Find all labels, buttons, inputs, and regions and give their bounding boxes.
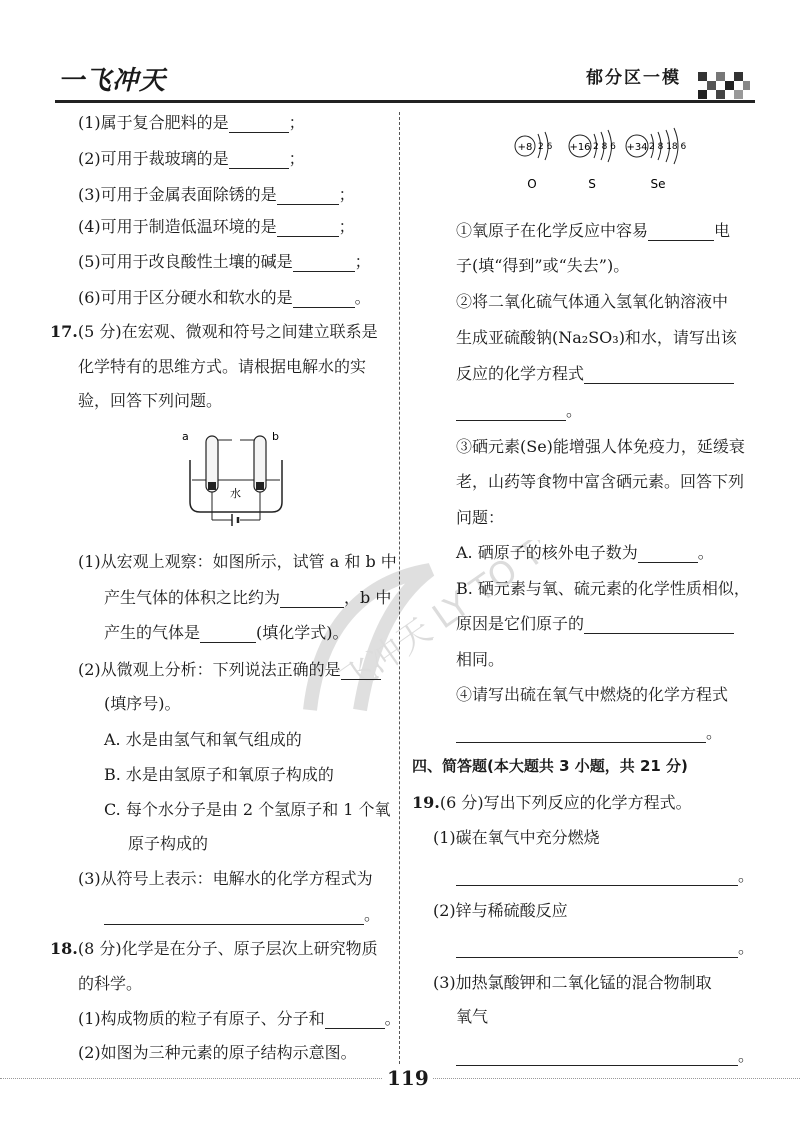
q16-item-1: (1)属于复合肥料的是 ；: [78, 113, 305, 132]
sub3-b-line2: 原因是它们原子的: [456, 611, 734, 634]
q17-option-a: A. 水是由氢气和氧气组成的: [104, 730, 302, 749]
answer-blank[interactable]: [280, 591, 344, 608]
tube-a-label: a: [182, 430, 189, 443]
q18-intro-1: 18.(8 分)化学是在分子、原子层次上研究物质: [50, 939, 378, 958]
brand-logo: 一飞冲天: [58, 66, 167, 96]
answer-blank[interactable]: [341, 663, 381, 680]
atom-oxygen: [515, 132, 553, 191]
sub3-line2: 老，山药等食物中富含硒元素。回答下列: [456, 472, 745, 491]
section-four-heading: 四、简答题(本大题共 3 小题，共 21 分): [412, 757, 688, 775]
q17-p3-answer: 。: [104, 902, 380, 925]
svg-text:O: O: [527, 177, 537, 191]
answer-blank[interactable]: [456, 941, 738, 958]
q19-p3-answer: 。: [456, 1043, 754, 1066]
svg-text:+8: +8: [517, 142, 533, 153]
sub2-line1: ②将二氧化硫气体通入氢氧化钠溶液中: [456, 292, 729, 311]
sub4-line1: ④请写出硫在氧气中燃烧的化学方程式: [456, 685, 729, 704]
answer-blank[interactable]: [456, 869, 738, 886]
q17-option-c-line2: 原子构成的: [128, 834, 209, 853]
q19-p1: (1)碳在氧气中充分燃烧: [433, 828, 600, 847]
answer-blank[interactable]: [584, 617, 734, 634]
page-number: 119: [383, 1066, 433, 1090]
answer-blank[interactable]: [229, 152, 289, 169]
answer-blank[interactable]: [293, 255, 355, 272]
q16-item-2: (2)可用于裁玻璃的是 ；: [78, 149, 305, 168]
q16-item-3: (3)可用于金属表面除锈的是 ；: [78, 185, 355, 204]
q16-item-5: (5)可用于改良酸性土壤的碱是 ；: [78, 252, 371, 271]
atom-structure-diagrams: [508, 122, 698, 198]
q19-p1-answer: 。: [456, 863, 754, 886]
sub3-b-line3: 相同。: [456, 650, 505, 669]
svg-text:S: S: [588, 177, 596, 191]
question-number: 18.: [50, 939, 78, 958]
sub2-line2: 生成亚硫酸钠(Na₂SO₃)和水，请写出该: [456, 328, 737, 347]
electrolysis-diagram: [180, 426, 290, 526]
q17-p2-line1: (2)从微观上分析：下列说法正确的是: [78, 657, 381, 680]
q17-p2-line2: (填序号)。: [104, 694, 181, 713]
q19-p2: (2)锌与稀硫酸反应: [433, 901, 568, 920]
svg-text:2 6: 2 6: [538, 142, 553, 152]
q18-p2: (2)如图为三种元素的原子结构示意图。: [78, 1043, 357, 1062]
answer-blank[interactable]: [229, 116, 289, 133]
sub3-b-line1: B. 硒元素与氧、硫元素的化学性质相似，: [456, 579, 750, 598]
q19-p3-line2: 氧气: [456, 1007, 489, 1026]
sub3-a: A. 硒原子的核外电子数为 。: [456, 543, 714, 562]
tube-b-label: b: [272, 430, 279, 443]
svg-text:2 8 18 6: 2 8 18 6: [649, 142, 687, 152]
q19-intro: 19.(6 分)写出下列反应的化学方程式。: [412, 793, 692, 812]
question-number: 19.: [412, 793, 440, 812]
svg-text:2 8 6: 2 8 6: [593, 142, 616, 152]
answer-blank[interactable]: [200, 626, 256, 643]
water-label: 水: [230, 487, 241, 500]
sub1-line1: ①氧原子在化学反应中容易 电: [456, 221, 731, 240]
answer-blank[interactable]: [584, 367, 734, 384]
sub3-line3: 问题：: [456, 508, 505, 527]
q17-option-c-line1: C. 每个水分子是由 2 个氢原子和 1 个氧: [104, 800, 391, 819]
sub3-line1: ③硒元素(Se)能增强人体免疫力，延缓衰: [456, 437, 745, 456]
watermark-text: 飞冲天 LY TO THE: [333, 540, 540, 702]
answer-blank[interactable]: [293, 291, 355, 308]
q16-item-6: (6)可用于区分硬水和软水的是 。: [78, 288, 371, 307]
svg-text:+16: +16: [569, 142, 591, 153]
answer-blank[interactable]: [638, 546, 698, 563]
svg-text:Se: Se: [650, 177, 666, 191]
answer-blank[interactable]: [325, 1012, 385, 1029]
atom-sulfur: [569, 130, 616, 191]
sub4-answer: 。: [456, 720, 722, 743]
q17-intro-1: 17.(5 分)在宏观、微观和符号之间建立联系是: [50, 322, 378, 341]
svg-text:+34: +34: [626, 142, 648, 153]
q18-p1: (1)构成物质的粒子有原子、分子和 。: [78, 1009, 401, 1028]
q17-intro-2: 化学特有的思维方式。请根据电解水的实: [78, 357, 367, 376]
section-label: 郁分区一模: [586, 68, 681, 88]
q17-p1-line1: (1)从宏观上观察：如图所示，试管 a 和 b 中: [78, 552, 397, 571]
checker-pattern-icon: [698, 72, 750, 100]
q17-p3: (3)从符号上表示：电解水的化学方程式为: [78, 869, 373, 888]
q17-intro-3: 验，回答下列问题。: [78, 391, 223, 410]
q19-p2-answer: 。: [456, 935, 754, 958]
answer-blank[interactable]: [456, 1049, 738, 1066]
header-rule: [55, 100, 755, 103]
answer-blank[interactable]: [648, 224, 714, 241]
atom-selenium: [626, 128, 686, 191]
answer-blank[interactable]: [456, 404, 566, 421]
question-number: 17.: [50, 322, 78, 341]
answer-blank[interactable]: [277, 220, 339, 237]
column-divider: [399, 112, 400, 1074]
q18-intro-2: 的科学。: [78, 974, 143, 993]
q17-p1-line3: 产生的气体是 (填化学式)。: [104, 623, 349, 642]
q17-p1-line2: 产生气体的体积之比约为 ，b 中: [104, 588, 392, 607]
answer-blank[interactable]: [456, 726, 706, 743]
sub1-line2: 子(填“得到”或“失去”)。: [456, 256, 630, 275]
sub2-line3: 反应的化学方程式: [456, 361, 734, 384]
q17-option-b: B. 水是由氢原子和氧原子构成的: [104, 765, 334, 784]
answer-blank[interactable]: [277, 188, 339, 205]
sub2-line4: 。: [456, 398, 582, 421]
q16-item-4: (4)可用于制造低温环境的是 ；: [78, 217, 355, 236]
answer-blank[interactable]: [104, 908, 364, 925]
q19-p3-line1: (3)加热氯酸钾和二氧化锰的混合物制取: [433, 973, 712, 992]
